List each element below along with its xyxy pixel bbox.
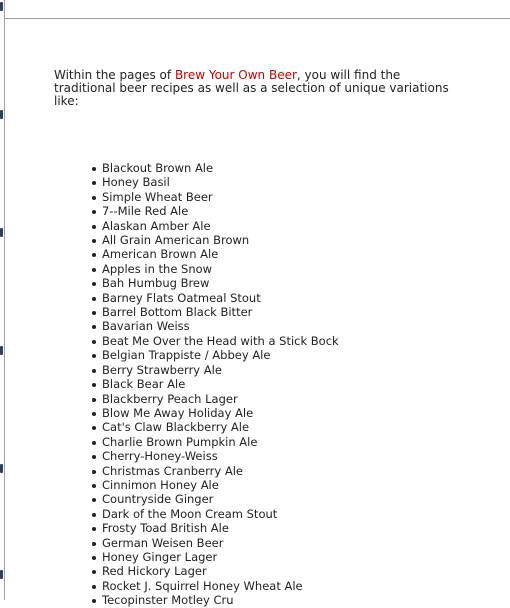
list-item (90, 276, 339, 290)
bullet-icon (92, 484, 96, 488)
recipe-name: Berry Strawberry Ale (102, 362, 222, 377)
list-item (90, 492, 339, 506)
recipe-list (90, 161, 339, 608)
bullet-icon (92, 542, 96, 546)
bullet-icon (92, 354, 96, 358)
recipe-name: Blackberry Peach Lager (102, 391, 238, 406)
list-item (90, 363, 339, 377)
edge-mark (0, 228, 3, 237)
list-item (90, 536, 339, 550)
bullet-icon (92, 556, 96, 560)
bullet-icon (92, 599, 96, 603)
recipe-name: Alaskan Amber Ale (102, 218, 211, 233)
intro-text-before: Within the pages of (54, 68, 175, 82)
list-item (90, 564, 339, 578)
bullet-icon (92, 513, 96, 517)
bullet-icon (92, 239, 96, 243)
list-item (90, 175, 339, 189)
recipe-name: Rocket J. Squirrel Honey Wheat Ale (102, 578, 303, 593)
bullet-icon (92, 181, 96, 185)
bullet-icon (92, 253, 96, 257)
list-item (90, 204, 339, 218)
recipe-name: Honey Ginger Lager (102, 549, 218, 564)
bullet-icon (92, 340, 96, 344)
list-item (90, 478, 339, 492)
list-item (90, 593, 339, 607)
bullet-icon (92, 455, 96, 459)
recipe-name: Apples in the Snow (102, 261, 213, 276)
recipe-name: Red Hickory Lager (102, 564, 207, 579)
recipe-name: Cat's Claw Blackberry Ale (102, 420, 250, 435)
list-item (90, 219, 339, 233)
list-item (90, 464, 339, 478)
list-item (90, 449, 339, 463)
list-item (90, 262, 339, 276)
list-item (90, 334, 339, 348)
recipe-name: Barney Flats Oatmeal Stout (102, 290, 261, 305)
recipe-name: Dark of the Moon Cream Stout (102, 506, 278, 521)
bullet-icon (92, 398, 96, 402)
list-item (90, 521, 339, 535)
bullet-icon (92, 570, 96, 574)
header-divider (5, 18, 510, 19)
recipe-name: Simple Wheat Beer (102, 189, 213, 204)
bullet-icon (92, 297, 96, 301)
recipe-name: Black Bear Ale (102, 377, 186, 392)
list-item (90, 392, 339, 406)
list-item (90, 247, 339, 261)
recipe-name: Christmas Cranberry Ale (102, 463, 243, 478)
bullet-icon (92, 498, 96, 502)
recipe-name: German Weisen Beer (102, 535, 224, 550)
recipe-name: Countryside Ginger (102, 492, 214, 507)
recipe-name: Belgian Trappiste / Abbey Ale (102, 348, 271, 363)
bullet-icon (92, 426, 96, 430)
bullet-icon (92, 225, 96, 229)
recipe-name: Beat Me Over the Head with a Stick Bock (102, 333, 339, 348)
recipe-name: Blackout Brown Ale (102, 161, 214, 175)
recipe-name: All Grain American Brown (102, 233, 250, 248)
list-item (90, 190, 339, 204)
bullet-icon (92, 369, 96, 373)
list-item (90, 406, 339, 420)
bullet-icon (92, 282, 96, 286)
bullet-icon (92, 196, 96, 200)
bullet-icon (92, 527, 96, 531)
recipe-name: 7--Mile Red Ale (102, 204, 189, 219)
list-item (90, 579, 339, 593)
recipe-name: Tecopinster Motley Cru (102, 593, 234, 608)
list-item (90, 507, 339, 521)
list-item (90, 233, 339, 247)
list-item (90, 550, 339, 564)
list-item (90, 291, 339, 305)
bullet-icon (92, 470, 96, 474)
bullet-icon (92, 325, 96, 329)
bullet-icon (92, 167, 96, 171)
recipe-name: Cinnimon Honey Ale (102, 477, 219, 492)
recipe-name: Blow Me Away Holiday Ale (102, 405, 254, 420)
bullet-icon (92, 412, 96, 416)
recipe-name: Charlie Brown Pumpkin Ale (102, 434, 258, 449)
intro-paragraph (54, 69, 464, 108)
bullet-icon (92, 268, 96, 272)
edge-mark (0, 464, 3, 473)
left-page-edge (0, 0, 4, 600)
list-item (90, 319, 339, 333)
list-item (90, 305, 339, 319)
list-item (90, 161, 339, 175)
edge-mark (0, 570, 3, 579)
bullet-icon (92, 311, 96, 315)
edge-mark (0, 110, 3, 119)
left-border-line (4, 0, 5, 600)
recipe-name: Cherry-Honey-Weiss (102, 449, 218, 464)
edge-mark (0, 2, 3, 11)
recipe-name: Bavarian Weiss (102, 319, 190, 334)
recipe-name: Barrel Bottom Black Bitter (102, 305, 253, 320)
list-item (90, 348, 339, 362)
list-item (90, 420, 339, 434)
bullet-icon (92, 585, 96, 589)
recipe-name: Frosty Toad British Ale (102, 521, 229, 536)
edge-mark (0, 346, 3, 355)
list-item (90, 435, 339, 449)
bullet-icon (92, 210, 96, 214)
brand-name: Brew Your Own Beer (174, 68, 297, 82)
bullet-icon (92, 441, 96, 445)
bullet-icon (92, 383, 96, 387)
list-item (90, 377, 339, 391)
recipe-name: Bah Humbug Brew (102, 276, 210, 291)
recipe-name: American Brown Ale (102, 247, 219, 262)
recipe-name: Honey Basil (102, 175, 170, 190)
intro-text-after: , you will find the traditional beer recipes as well as a selection of unique variations like: (54, 68, 449, 108)
